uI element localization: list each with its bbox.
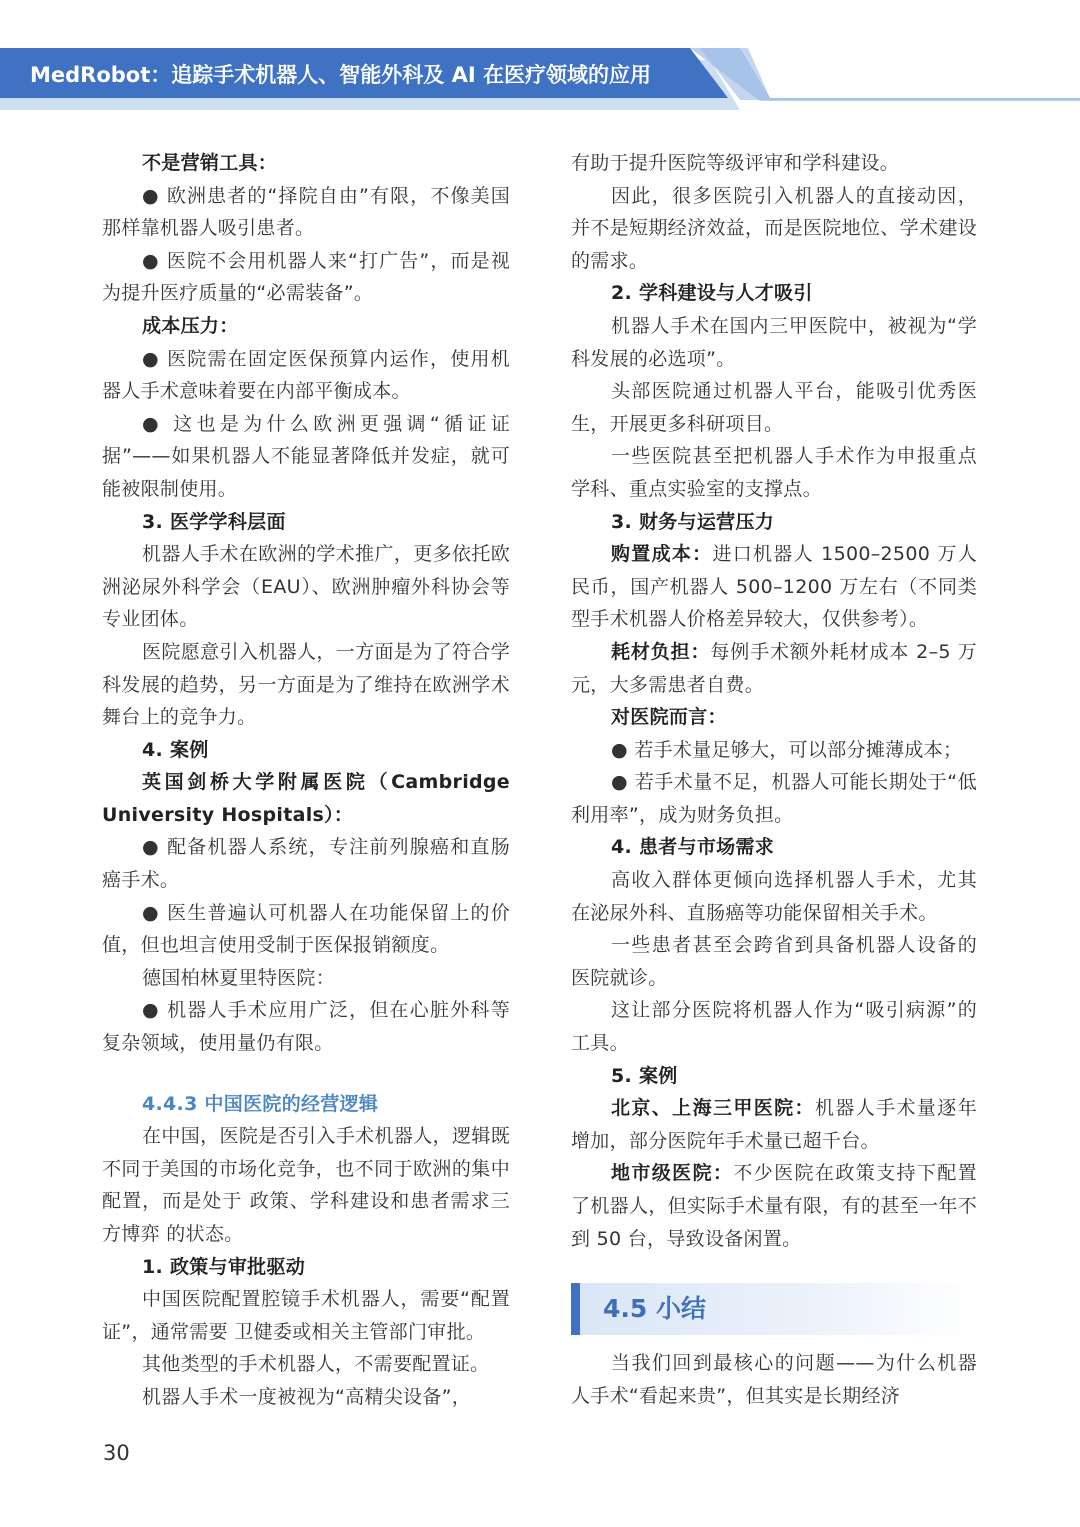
paragraph: 中国医院配置腔镜手术机器人，需要“配置证”，通常需要 卫健委或相关主管部门审批。 [102,1288,510,1343]
section-heading: 3. 医学学科层面 [142,510,286,533]
paragraph: 有助于提升医院等级评审和学科建设。 [571,152,900,174]
paragraph: 头部医院通过机器人平台，能吸引优秀医生，开展更多科研项目。 [571,380,977,435]
section-heading: 3. 财务与运营压力 [611,510,775,533]
paragraph: 这让部分医院将机器人作为“吸引病源”的工具。 [571,999,977,1055]
summary-accent-bar [571,1283,580,1335]
bullet-item: ● 医生普遍认可机器人在功能保留上的价值，但也坦言使用受制于医保报销额度。 [102,901,510,957]
paragraph: 其他类型的手术机器人，不需要配置证。 [142,1353,490,1376]
right-column [571,147,977,1412]
page-number: 30 [103,1441,130,1465]
chapter-heading: 4.4.3 中国医院的经营逻辑 [142,1092,379,1115]
paragraph: 因此，很多医院引入机器人的直接动因，并不是短期经济效益，而是医院地位、学术建设的需求。 [571,184,977,272]
paragraph: 医院愿意引入机器人，一方面是为了符合学科发展的趋势，另一方面是为了维持在欧洲学术舞台上的竞争力。 [102,640,510,729]
paragraph-text: 进口机器人 1500–2500 万人民币，国产机器人 500–1200 万左右（不同类型手术机器人价格差异较大，仅供参考）。 [571,543,977,631]
paragraph [571,1157,977,1255]
paragraph: 一些医院甚至把机器人手术作为申报重点学科、重点实验室的支撑点。 [571,445,977,500]
paragraph [571,538,977,636]
subheading: 对医院而言： [611,706,727,729]
paragraph: 机器人手术在国内三甲医院中，被视为“学科发展的必选项”。 [571,314,977,370]
section-heading: 4. 患者与市场需求 [611,836,775,859]
paragraph: 高收入群体更倾向选择机器人手术，尤其在泌尿外科、直肠癌等功能保留相关手术。 [571,869,977,924]
bullet-item: ● 配备机器人系统，专注前列腺癌和直肠癌手术。 [102,836,510,892]
summary-heading: 4.5 小结 [603,1294,706,1324]
section-heading: 1. 政策与审批驱动 [142,1255,306,1278]
summary-heading-box [571,1283,977,1335]
inline-label: 耗材负担： [611,640,711,663]
subheading: 成本压力： [142,314,239,337]
section-heading: 5. 案例 [611,1064,678,1087]
paragraph [571,636,977,701]
paragraph [571,1092,977,1157]
bullet-item: ● 这也是为什么欧洲更强调“循证证据”——如果机器人不能显著降低并发症，就可能被限制使用。 [102,412,510,500]
paragraph: 机器人手术在欧洲的学术推广，更多依托欧洲泌尿外科学会（EAU）、欧洲肿瘤外科协会等专业团体。 [102,543,510,631]
paragraph-text: 不少医院在政策支持下配置了机器人，但实际手术量有限，有的甚至一年不到 50 台，导致设备闲置。 [571,1162,977,1250]
inline-label: 购置成本： [611,543,713,566]
bullet-item: ● 机器人手术应用广泛，但在心脏外科等复杂领域，使用量仍有限。 [102,999,510,1055]
bullet-item: ● 若手术量足够大，可以部分摊薄成本； [611,738,963,761]
section-heading: 2. 学科建设与人才吸引 [611,282,813,305]
bullet-item: ● 医院不会用机器人来“打广告”，而是视为提升医疗质量的“必需装备”。 [102,249,510,305]
spacer [571,1255,977,1283]
bullet-item: ● 欧洲患者的“择院自由”有限，不像美国那样靠机器人吸引患者。 [102,184,510,240]
header-title: MedRobot：追踪手术机器人、智能外科及 AI 在医疗领域的应用 [30,63,651,87]
paragraph-text: 每例手术额外耗材成本 2–5 万元，大多需患者自费。 [571,640,977,696]
paragraph: 在中国，医院是否引入手术机器人，逻辑既不同于美国的市场化竞争，也不同于欧洲的集中配置，而是处于 政策、学科建设和患者需求三方博弈 的状态。 [102,1125,510,1245]
paragraph: 一些患者甚至会跨省到具备机器人设备的医院就诊。 [571,934,977,989]
case-heading: 英国剑桥大学附属医院（Cambridge University Hospitals）： [102,771,510,826]
subheading: 不是营销工具： [142,152,278,174]
case-heading: 德国柏林夏里特医院： [142,966,336,989]
paragraph: 机器人手术一度被视为“高精尖设备”， [142,1385,472,1408]
inline-label: 北京、上海三甲医院： [611,1097,815,1120]
section-heading: 4. 案例 [142,738,209,761]
left-column [102,147,510,1414]
paragraph-text: 机器人手术量逐年增加，部分医院年手术量已超千台。 [571,1097,977,1152]
paragraph: 当我们回到最核心的问题——为什么机器人手术“看起来贵”，但其实是长期经济 [571,1352,977,1407]
spacer [102,1060,510,1088]
bullet-item: ● 若手术量不足，机器人可能长期处于“低利用率”，成为财务负担。 [571,771,977,826]
bullet-item: ● 医院需在固定医保预算内运作，使用机器人手术意味着要在内部平衡成本。 [102,347,510,403]
inline-label: 地市级医院： [611,1162,734,1185]
